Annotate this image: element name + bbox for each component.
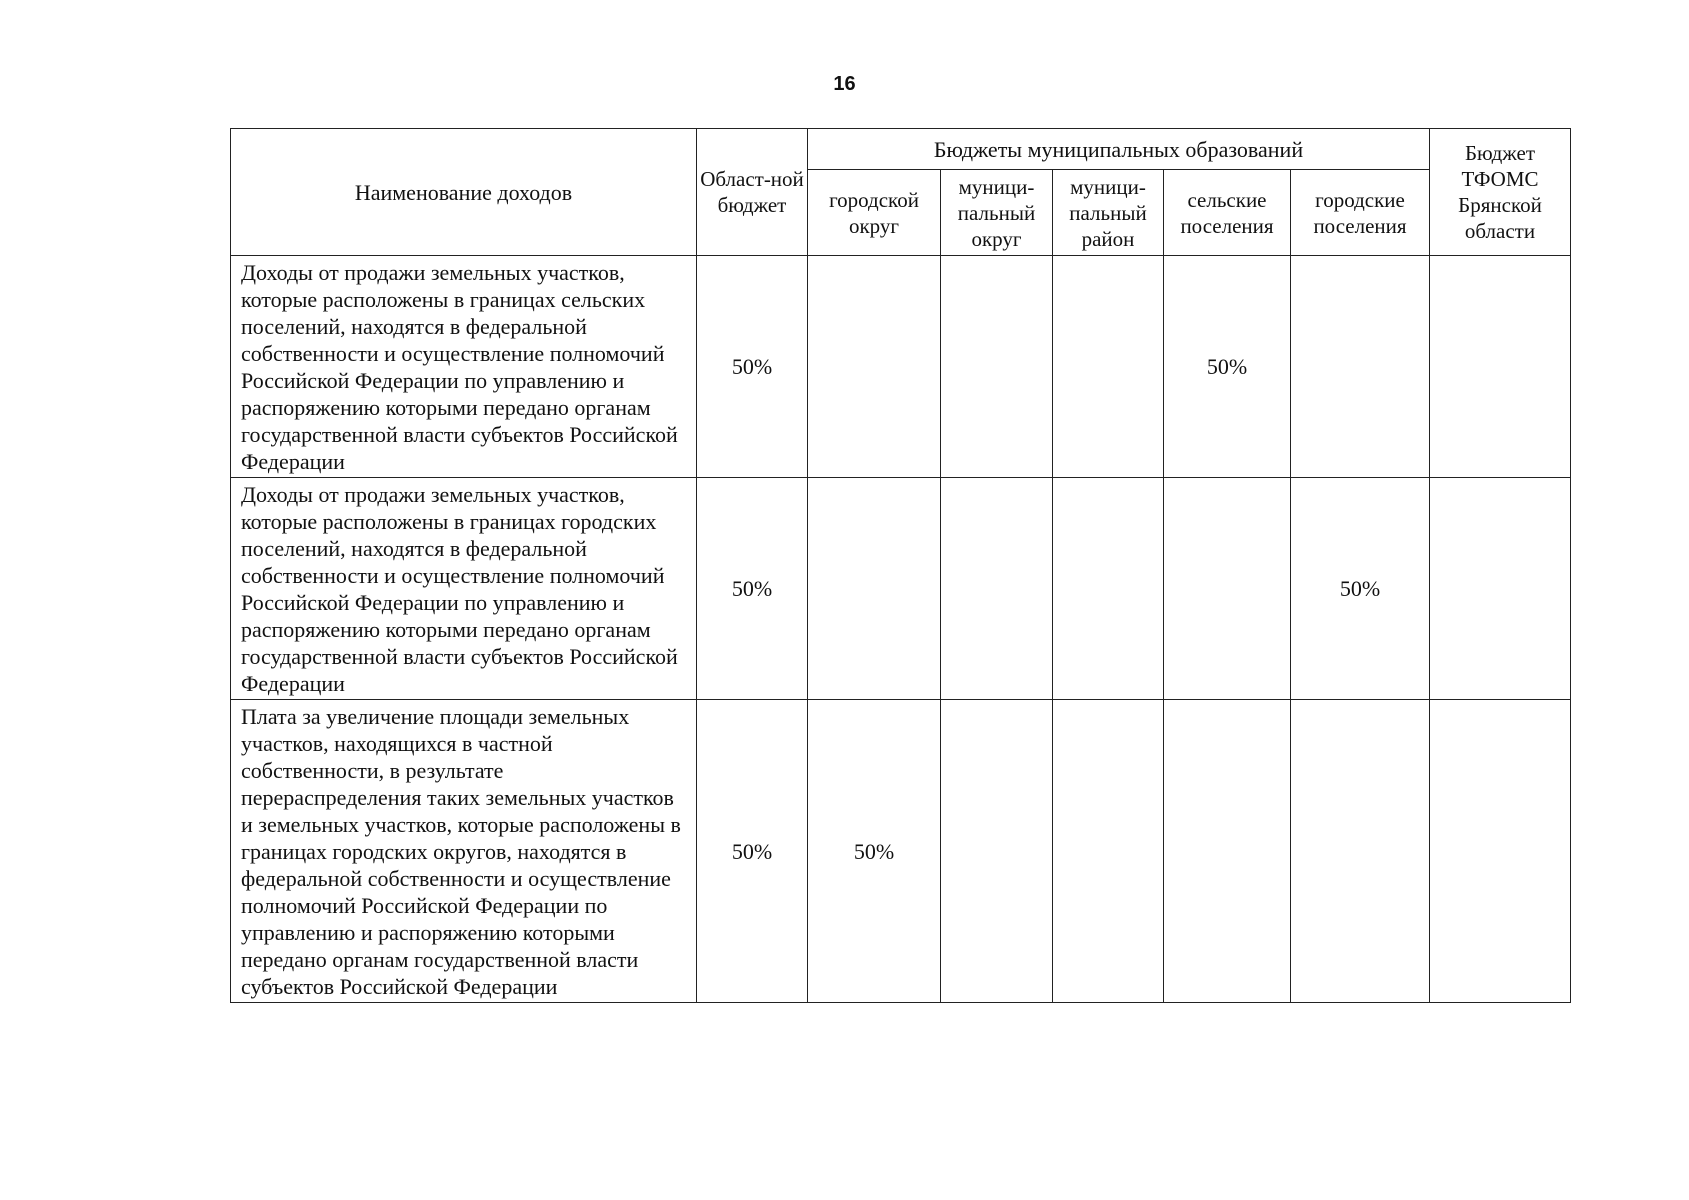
table-row <box>231 700 1571 1003</box>
income-name-cell: Доходы от продажи земельных участков, которые расположены в границах сельских поселений, находятся в федеральной собственности и осуществление полномочий Российской Федерации по управлению и распоряжению которыми передано органам государственной власти субъектов Российской Федерации <box>231 256 697 478</box>
header-regional-budget: Област-ной бюджет <box>697 129 808 256</box>
header-tfoms-budget: Бюджет ТФОМС Брянской области <box>1430 129 1571 256</box>
urban-settlements-share-cell <box>1291 256 1430 478</box>
header-income-name: Наименование доходов <box>231 129 697 256</box>
header-urban-settlements: городские поселения <box>1291 170 1430 256</box>
page-number: 16 <box>833 73 856 95</box>
tfoms-share-cell <box>1430 700 1571 1003</box>
income-name-cell: Доходы от продажи земельных участков, которые расположены в границах городских поселений, находятся в федеральной собственности и осуществление полномочий Российской Федерации по управлению и распоряжению которыми передано органам государственной власти субъектов Российской Федерации <box>231 478 697 700</box>
income-distribution-table <box>230 128 1571 1003</box>
municipal-okrug-share-cell <box>941 478 1053 700</box>
city-district-share-cell: 50% <box>808 700 941 1003</box>
table-row <box>231 478 1571 700</box>
urban-settlements-share-cell: 50% <box>1291 478 1430 700</box>
header-rural-settlements: сельские поселения <box>1164 170 1291 256</box>
tfoms-share-cell <box>1430 478 1571 700</box>
municipal-rayon-share-cell <box>1053 700 1164 1003</box>
tfoms-share-cell <box>1430 256 1571 478</box>
city-district-share-cell <box>808 478 941 700</box>
rural-settlements-share-cell <box>1164 700 1291 1003</box>
municipal-okrug-share-cell <box>941 700 1053 1003</box>
regional-share-cell: 50% <box>697 256 808 478</box>
rural-settlements-share-cell <box>1164 478 1291 700</box>
municipal-rayon-share-cell <box>1053 256 1164 478</box>
regional-share-cell: 50% <box>697 478 808 700</box>
regional-share-cell: 50% <box>697 700 808 1003</box>
header-municipal-budgets: Бюджеты муниципальных образований <box>808 129 1430 170</box>
header-city-district: городской округ <box>808 170 941 256</box>
city-district-share-cell <box>808 256 941 478</box>
rural-settlements-share-cell: 50% <box>1164 256 1291 478</box>
header-municipal-rayon: муници-пальный район <box>1053 170 1164 256</box>
header-municipal-okrug: муници-пальный округ <box>941 170 1053 256</box>
table-row <box>231 256 1571 478</box>
municipal-rayon-share-cell <box>1053 478 1164 700</box>
income-name-cell: Плата за увеличение площади земельных участков, находящихся в частной собственности, в результате перераспределения таких земельных участков и земельных участков, которые расположены в границах городских округов, находятся в федеральной собственности и осуществление полномочий Российской Федерации по управлению и распоряжению которыми передано органам государственной власти субъектов Российской Федерации <box>231 700 697 1003</box>
municipal-okrug-share-cell <box>941 256 1053 478</box>
urban-settlements-share-cell <box>1291 700 1430 1003</box>
